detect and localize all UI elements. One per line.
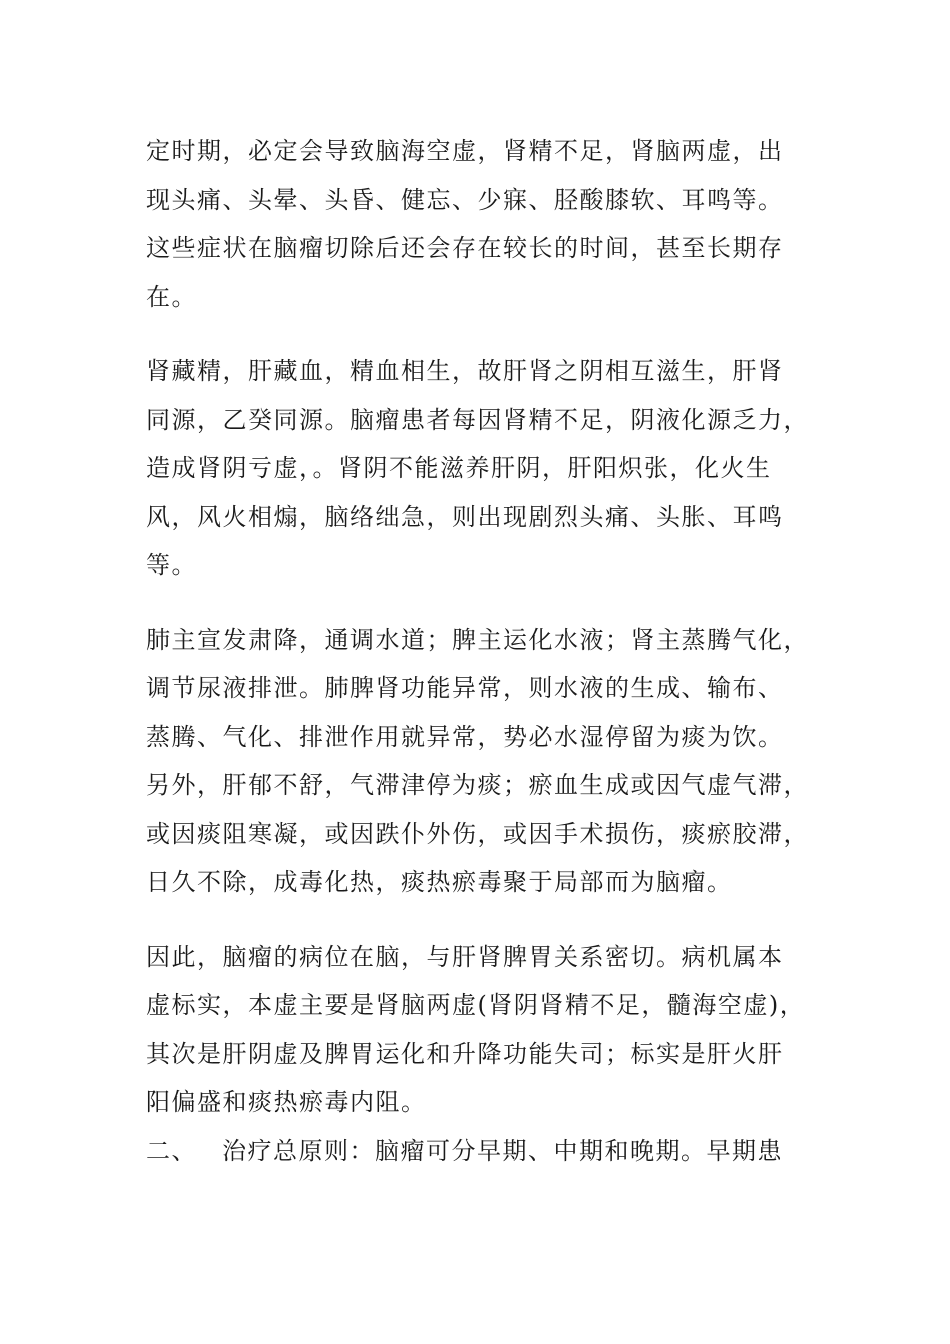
section-heading [146,1127,806,1176]
text-line: 等。 [146,551,197,579]
text-line: 调节尿液排泄。肺脾肾功能异常，则水液的生成、输布、 [146,674,784,702]
text-line: 或因痰阻寒凝，或因跌仆外伤，或因手术损伤，痰瘀胶滞， [146,819,809,848]
text-line: 日久不除，成毒化热，痰热瘀毒聚于局部而为脑瘤。 [146,868,733,896]
document-body [146,127,809,1175]
text-line: 现头痛、头晕、头昏、健忘、少寐、胫酸膝软、耳鸣等。 [146,185,784,214]
text-line: 同源，乙癸同源。脑瘤患者每因肾精不足，阴液化源乏力， [146,405,809,434]
paragraph-1 [146,127,806,321]
text-line: 这些症状在脑瘤切除后还会存在较长的时间，甚至长期存 [146,234,784,262]
text-line: 另外，肝郁不舒，气滞津停为痰；瘀血生成或因气虚气滞， [146,771,809,799]
text-line: 造成肾阴亏虚，。肾阴不能滋养肝阴，肝阳炽张，化火生 [146,454,772,482]
text-line: 肾藏精，肝藏血，精血相生，故肝肾之阴相互滋生，肝肾 [146,357,784,385]
text-line: 在。 [146,282,197,311]
section-number: 二、 [146,1136,197,1165]
text-line: 风，风火相煽，脑络绌急，则出现剧烈头痛、头胀、耳鸣 [146,502,784,531]
text-line: 肺主宣发肃降，通调水道；脾主运化水液；肾主蒸腾气化， [146,625,809,654]
paragraph-2 [146,347,809,590]
paragraph-4 [146,933,806,1127]
section-heading-text: 治疗总原则：脑瘤可分早期、中期和晚期。早期患 [222,1136,783,1165]
text-line: 虚标实，本虚主要是肾脑两虚(肾阴肾精不足，髓海空虚)， [146,991,806,1019]
text-line: 定时期，必定会导致脑海空虚，肾精不足，肾脑两虚，出 [146,137,784,165]
text-line: 蒸腾、气化、排泄作用就异常，势必水湿停留为痰为饮。 [146,722,784,751]
text-line: 其次是肝阴虚及脾胃运化和升降功能失司；标实是肝火肝 [146,1039,784,1068]
text-line: 因此，脑瘤的病位在脑，与肝肾脾胃关系密切。病机属本 [146,942,784,971]
text-line: 阳偏盛和痰热瘀毒内阻。 [146,1088,427,1116]
paragraph-3 [146,616,809,907]
